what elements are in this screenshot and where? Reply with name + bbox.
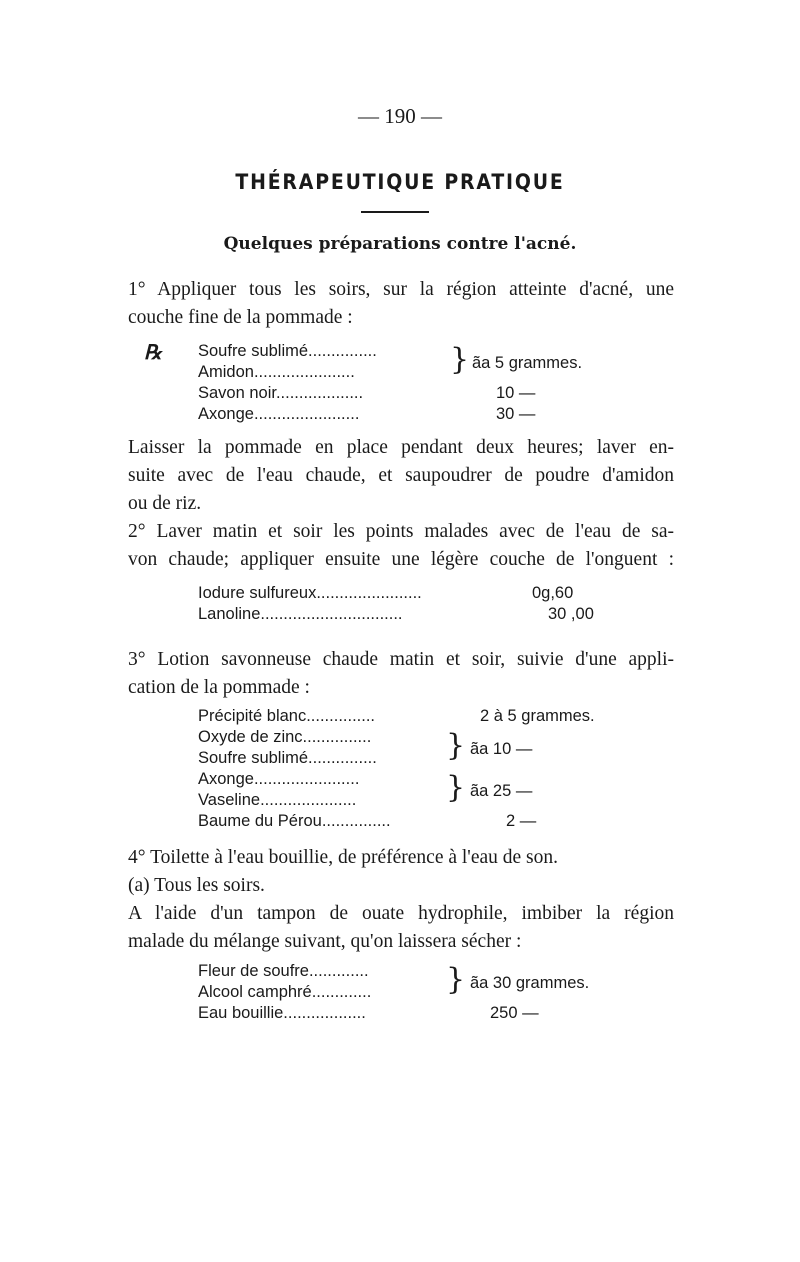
text-line: 3° Lotion savonneuse chaude matin et soir, suivie d'une appli- (128, 649, 674, 670)
text-line: 2° Laver matin et soir les points malades avec de l'eau de sa- (128, 521, 674, 542)
recipe-row (190, 404, 610, 425)
title-rule (361, 211, 429, 213)
paragraph-5 (128, 844, 674, 872)
ingredient-quantity: 0g,60 (532, 584, 574, 602)
text-line: A l'aide d'un tampon de ouate hydrophile, imbiber la région (128, 903, 674, 924)
section-subtitle: Quelques préparations contre l'acné. (223, 234, 577, 254)
text-line: 4° Toilette à l'eau bouillie, de préférence à l'eau de son. (128, 847, 558, 868)
brace: } (450, 342, 470, 377)
text-line: (a) Tous les soirs. (128, 875, 265, 896)
ingredient-name: Axonge....................... (198, 770, 360, 788)
ingredient-name: Vaseline..................... (198, 791, 357, 809)
ingredient-quantity: 30 ,00 (548, 605, 594, 623)
paragraph-7 (128, 900, 674, 956)
ingredient-name: Axonge....................... (198, 405, 360, 423)
brace: } (446, 770, 466, 805)
ingredient-quantity: 30 — (496, 405, 536, 423)
ingredient-name: Oxyde de zinc............... (198, 728, 372, 746)
ingredient-name: Fleur de soufre............. (198, 962, 369, 980)
text-line: von chaude; appliquer ensuite une légère couche de l'onguent : (128, 549, 674, 570)
text-line: ou de riz. (128, 493, 202, 514)
text-line: 1° Appliquer tous les soirs, sur la région atteinte d'acné, une (128, 279, 674, 300)
ingredient-name: Iodure sulfureux....................... (198, 584, 422, 602)
text-line: Laisser la pommade en place pendant deux heures; laver en- (128, 437, 674, 458)
ingredient-name: Soufre sublimé............... (198, 749, 377, 767)
recipe-3 (190, 706, 630, 832)
recipe-1 (190, 341, 610, 425)
recipe-row (190, 727, 630, 748)
recipe-row (190, 790, 630, 811)
ingredient-name: Eau bouillie.................. (198, 1004, 366, 1022)
recipe-symbol: ℞ (144, 342, 162, 364)
paragraph-6 (128, 872, 674, 900)
ingredient-name: Alcool camphré............. (198, 983, 372, 1001)
recipe-row (190, 769, 630, 790)
brace-quantity: ãa 5 grammes. (472, 354, 583, 372)
text-line: cation de la pommade : (128, 677, 310, 698)
text-line: malade du mélange suivant, qu'on laissera sécher : (128, 931, 522, 952)
ingredient-quantity: 250 — (490, 1004, 539, 1022)
ingredient-name: Lanoline............................... (198, 605, 403, 623)
recipe-row (190, 748, 630, 769)
brace: } (446, 962, 466, 997)
ingredient-name: Précipité blanc............... (198, 707, 375, 725)
brace-quantity: ãa 25 — (470, 782, 533, 800)
paragraph-1 (128, 276, 674, 332)
paragraph-2 (128, 434, 674, 518)
recipe-row (190, 383, 610, 404)
recipe-row (190, 583, 610, 604)
paragraph-4 (128, 646, 674, 702)
recipe-row (190, 811, 630, 832)
brace: } (446, 728, 466, 763)
ingredient-name: Baume du Pérou............... (198, 812, 391, 830)
recipe-4 (190, 961, 630, 1024)
brace-quantity: ãa 10 — (470, 740, 533, 758)
recipe-2 (190, 583, 610, 625)
page-number: — 190 — (358, 104, 442, 128)
recipe-row (190, 1003, 630, 1024)
brace-quantity: ãa 30 grammes. (470, 974, 590, 992)
recipe-row (190, 604, 610, 625)
ingredient-name: Amidon...................... (198, 363, 355, 381)
ingredient-quantity: 2 — (506, 812, 537, 830)
page-title: THÉRAPEUTIQUE PRATIQUE (235, 170, 565, 194)
recipe-row (190, 706, 630, 727)
ingredient-name: Savon noir................... (198, 384, 364, 402)
ingredient-quantity: 2 à 5 grammes. (480, 707, 595, 725)
ingredient-name: Soufre sublimé............... (198, 342, 377, 360)
text-line: couche fine de la pommade : (128, 307, 353, 328)
ingredient-quantity: 10 — (496, 384, 536, 402)
text-line: suite avec de l'eau chaude, et saupoudrer de poudre d'amidon (128, 465, 674, 486)
paragraph-3 (128, 518, 674, 574)
